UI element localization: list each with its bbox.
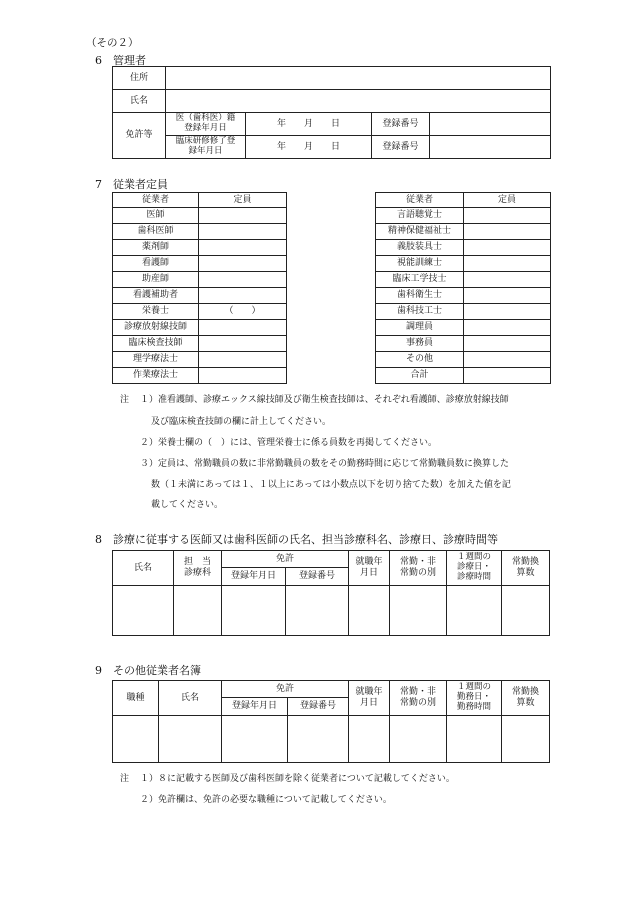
staff-label: 歯科医師	[113, 224, 199, 240]
header-quota: 定員	[464, 193, 551, 208]
cell[interactable]	[159, 716, 222, 763]
label-license: 免許等	[113, 113, 166, 159]
cell[interactable]	[502, 586, 550, 636]
cell[interactable]	[502, 716, 550, 763]
staff-label: 歯科技工士	[376, 304, 464, 320]
page-label: （その２）	[86, 37, 139, 49]
quota-field[interactable]	[199, 240, 287, 256]
label-address: 住所	[113, 67, 166, 90]
header-start-date: 就職年 月日	[349, 681, 390, 716]
staff-label: 助産師	[113, 272, 199, 288]
note-line: １）准看護師、診療エックス線技師及び衛生検査技師は、それぞれ看護師、診療放射線技師	[140, 395, 509, 405]
total-quota-field[interactable]	[464, 368, 551, 384]
cell[interactable]	[222, 716, 288, 763]
staff-label: 精神保健福祉士	[376, 224, 464, 240]
header-quota: 定員	[199, 193, 287, 208]
header-staff: 従業者	[376, 193, 464, 208]
staff-label: その他	[376, 352, 464, 368]
note-line: ３）定員は、常勤職員の数に非常勤職員の数をその勤務時間に応じて常勤職員数に換算した	[140, 459, 510, 469]
staff-label: 栄養士	[113, 304, 199, 320]
quota-field[interactable]	[464, 224, 551, 240]
header-license: 免許	[222, 551, 349, 568]
header-job: 職種	[113, 681, 159, 716]
clinical-reg-no-field[interactable]	[430, 136, 551, 159]
header-weekly: １週間の 診療日・ 診療時間	[447, 551, 502, 586]
quota-field[interactable]	[464, 240, 551, 256]
quota-field[interactable]	[464, 336, 551, 352]
staff-label: 診療放射線技師	[113, 320, 199, 336]
note-label: 注	[120, 395, 130, 405]
staff-label: 合計	[376, 368, 464, 384]
section9-title: 9 その他従業者名簿	[95, 664, 201, 677]
staff-label: 看護補助者	[113, 288, 199, 304]
note-line: 及び臨床検査技師の欄に計上してください。	[151, 417, 332, 427]
staff-label: 臨床検査技師	[113, 336, 199, 352]
staff-label: 言語聴覚士	[376, 208, 464, 224]
cell[interactable]	[447, 586, 502, 636]
header-name: 氏名	[113, 551, 174, 586]
cell[interactable]	[349, 716, 390, 763]
quota-field[interactable]	[464, 320, 551, 336]
manager-name-field[interactable]	[166, 90, 551, 113]
quota-field[interactable]	[199, 224, 287, 240]
section8-title: 8 診療に従事する医師又は歯科医師の氏名、担当診療科名、診療日、診療時間等	[95, 533, 498, 546]
section6-title: 6 管理者	[95, 54, 146, 67]
quota-field[interactable]	[199, 256, 287, 272]
doctor-reg-no-field[interactable]	[430, 113, 551, 136]
manager-table	[112, 66, 551, 159]
note-line: １）８に記載する医師及び歯科医師を除く従業者について記載してください。	[140, 774, 455, 784]
quota-field[interactable]	[464, 208, 551, 224]
label-reg-no-2: 登録番号	[372, 136, 430, 159]
clinical-reg-date[interactable]: 年 月 日	[246, 136, 372, 159]
cell[interactable]	[222, 586, 286, 636]
staff-label: 義肢装具士	[376, 240, 464, 256]
quota-field[interactable]	[199, 208, 287, 224]
header-weekly: １週間の 勤務日・ 勤務時間	[447, 681, 502, 716]
quota-field[interactable]	[464, 352, 551, 368]
quota-field[interactable]	[199, 368, 287, 384]
quota-field[interactable]	[199, 320, 287, 336]
note-line: ２）免許欄は、免許の必要な職種について記載してください。	[140, 795, 392, 805]
cell[interactable]	[286, 586, 349, 636]
cell[interactable]	[113, 586, 174, 636]
label-reg-no: 登録番号	[372, 113, 430, 136]
header-name: 氏名	[159, 681, 222, 716]
note-line: 載してください。	[151, 500, 224, 510]
note-line: 数（１未満にあっては１、１以上にあっては小数点以下を切り捨てた数）を加えた値を記	[151, 480, 511, 490]
cell[interactable]	[349, 586, 390, 636]
header-reg-date: 登録年月日	[222, 698, 288, 716]
quota-field[interactable]	[199, 272, 287, 288]
header-conversion: 常勤換 算数	[502, 681, 550, 716]
staff-label: 看護師	[113, 256, 199, 272]
staff-label: 医師	[113, 208, 199, 224]
header-reg-date: 登録年月日	[222, 568, 286, 586]
header-conversion: 常勤換 算数	[502, 551, 550, 586]
note-label: 注	[120, 774, 130, 784]
doctor-reg-date[interactable]: 年 月 日	[246, 113, 372, 136]
quota-field[interactable]	[199, 336, 287, 352]
section7-title: 7 従業者定員	[95, 178, 168, 191]
staff-label: 視能訓練士	[376, 256, 464, 272]
other-staff-table	[112, 680, 550, 763]
quota-field[interactable]	[464, 304, 551, 320]
header-fulltime: 常勤・非 常勤の別	[390, 551, 447, 586]
header-license: 免許	[222, 681, 349, 698]
staff-label: 歯科衛生士	[376, 288, 464, 304]
quota-field[interactable]	[199, 288, 287, 304]
label-doctor-reg: 医（歯科医）籍 登録年月日	[166, 113, 246, 136]
quota-field[interactable]	[464, 288, 551, 304]
staff-label: 理学療法士	[113, 352, 199, 368]
staff-label: 作業療法士	[113, 368, 199, 384]
label-clinical: 臨床研修修了登 録年月日	[166, 136, 246, 159]
quota-field[interactable]	[464, 256, 551, 272]
staff-table-left	[112, 192, 287, 384]
cell[interactable]	[447, 716, 502, 763]
doctors-table	[112, 550, 550, 636]
staff-label: 臨床工学技士	[376, 272, 464, 288]
quota-field[interactable]	[464, 272, 551, 288]
nutritionist-quota-field[interactable]: （ ）	[199, 304, 287, 320]
cell[interactable]	[113, 716, 159, 763]
header-reg-no: 登録番号	[286, 568, 349, 586]
header-reg-no: 登録番号	[288, 698, 349, 716]
header-dept: 担 当 診療科	[174, 551, 222, 586]
header-start-date: 就職年 月日	[349, 551, 390, 586]
note-line: ２）栄養士欄の（ ）には、管理栄養士に係る員数を再掲してください。	[140, 438, 438, 448]
staff-label: 薬剤師	[113, 240, 199, 256]
cell[interactable]	[390, 716, 447, 763]
cell[interactable]	[288, 716, 349, 763]
staff-label: 事務員	[376, 336, 464, 352]
cell[interactable]	[390, 586, 447, 636]
cell[interactable]	[174, 586, 222, 636]
quota-field[interactable]	[199, 352, 287, 368]
staff-label: 調理員	[376, 320, 464, 336]
header-staff: 従業者	[113, 193, 199, 208]
label-name: 氏名	[113, 90, 166, 113]
staff-table-right	[375, 192, 551, 384]
header-fulltime: 常勤・非 常勤の別	[390, 681, 447, 716]
address-field[interactable]	[166, 67, 551, 90]
